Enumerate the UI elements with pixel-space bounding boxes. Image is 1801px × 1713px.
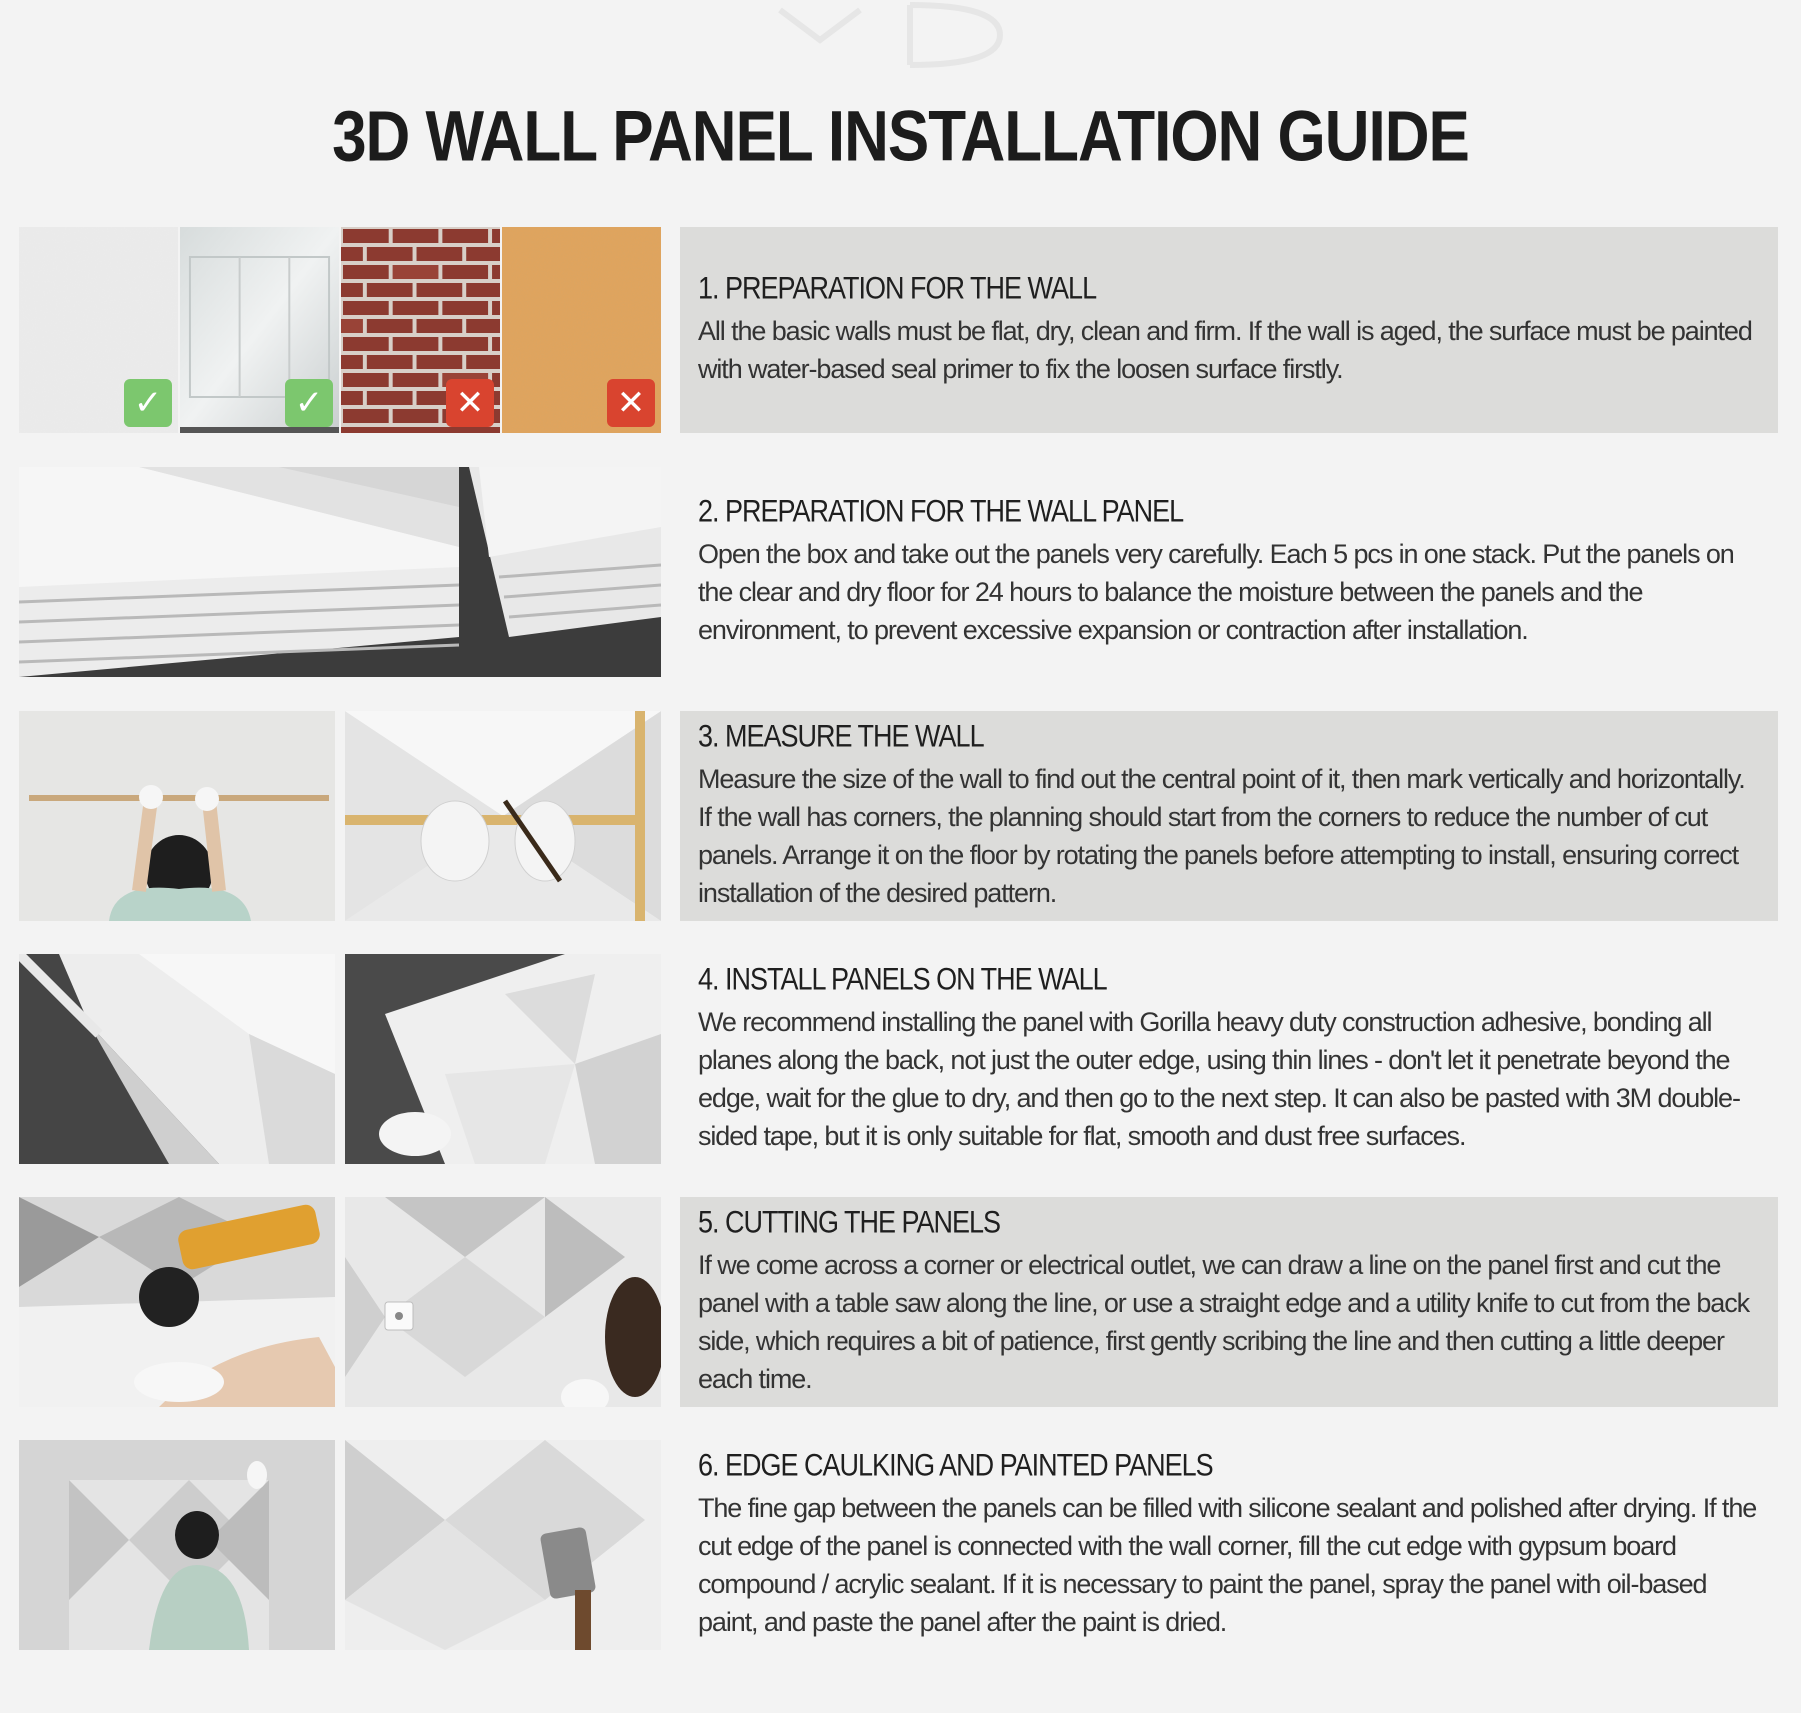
step-heading: 2. PREPARATION FOR THE WALL PANEL — [698, 493, 1184, 529]
page-title: 3D WALL PANEL INSTALLATION GUIDE — [332, 97, 1469, 177]
step-4 — [0, 954, 1801, 1164]
check-icon: ✓ — [285, 379, 333, 427]
photo-stacked-panels — [19, 467, 661, 677]
step-6-info — [680, 1440, 1778, 1650]
step-text: All the basic walls must be flat, dry, clean and firm. If the wall is aged, the surface must be painted with water-based seal primer to fix the loosen surface firstly. — [698, 316, 1752, 384]
step-heading: 5. CUTTING THE PANELS — [698, 1204, 1001, 1240]
step-6-photos — [19, 1440, 661, 1650]
step-6 — [0, 1440, 1801, 1650]
step-text: We recommend installing the panel with Gorilla heavy duty construction adhesive, bonding all planes along the back, not just the outer edge, using thin lines - don't let it penetrate beyond the edge, wait for the glue to dry, and then go to the next step. It can also be pasted with 3M double-sided tape, but it is only suitable for flat, smooth and dust free surfaces. — [698, 1007, 1740, 1151]
photo-cutting-with-saw — [19, 1197, 335, 1407]
step-1 — [0, 227, 1801, 433]
step-heading: 6. EDGE CAULKING AND PAINTED PANELS — [698, 1447, 1213, 1483]
step-2-photos — [19, 467, 661, 677]
step-4-photos — [19, 954, 661, 1164]
step-heading: 3. MEASURE THE WALL — [698, 718, 984, 754]
step-1-info — [680, 227, 1778, 433]
step-3 — [0, 711, 1801, 921]
step-2 — [0, 467, 1801, 677]
photo-pressing-panel — [345, 954, 661, 1164]
photo-glossy-glass-wall — [180, 227, 339, 433]
cross-icon: ✕ — [607, 379, 655, 427]
step-5 — [0, 1197, 1801, 1407]
step-text: The fine gap between the panels can be filled with silicone sealant and polished after drying. If the cut edge of the panel is connected with the wall corner, fill the cut edge with gypsum board compound / acrylic sealant. If it is necessary to paint the panel, spray the panel with oil-based paint, and paste the panel after the paint is dried. — [698, 1493, 1757, 1637]
watermark-logo — [760, 0, 1080, 70]
photo-marking-panel — [345, 711, 661, 921]
step-5-info — [680, 1197, 1778, 1407]
step-text: Measure the size of the wall to find out the central point of it, then mark vertically and horizontally. If the wall has corners, the planning should start from the corners to reduce the number of cut panels. Arrange it on the floor by rotating the panels before attempting to install, ensuring correct installation of the desired pattern. — [698, 764, 1745, 908]
photo-red-brick-wall — [341, 227, 500, 433]
check-icon: ✓ — [124, 379, 172, 427]
cross-icon: ✕ — [446, 379, 494, 427]
photo-measuring-wall — [19, 711, 335, 921]
photo-textured-stucco-wall — [502, 227, 661, 433]
step-4-info — [680, 954, 1778, 1164]
step-heading: 4. INSTALL PANELS ON THE WALL — [698, 961, 1107, 997]
step-5-photos — [19, 1197, 661, 1407]
photo-applying-adhesive — [19, 954, 335, 1164]
step-3-info — [680, 711, 1778, 921]
photo-installed-panels — [19, 1440, 335, 1650]
step-text: If we come across a corner or electrical outlet, we can draw a line on the panel first and cut the panel with a table saw along the line, or use a straight edge and a utility knife to cut from the back side, which requires a bit of patience, first gently scribing the line and then cutting a little deeper each time. — [698, 1250, 1749, 1394]
step-text: Open the box and take out the panels very carefully. Each 5 pcs in one stack. Put the panels on the clear and dry floor for 24 hours to balance the moisture between the panels and the environment, to prevent excessive expansion or contraction after installation. — [698, 539, 1734, 645]
step-3-photos — [19, 711, 661, 921]
step-1-photos — [19, 227, 661, 433]
step-2-info — [680, 467, 1778, 677]
step-heading: 1. PREPARATION FOR THE WALL — [698, 270, 1097, 306]
photo-smooth-white-wall — [19, 227, 178, 433]
photo-caulking-edge — [345, 1440, 661, 1650]
photo-wall-with-outlet — [345, 1197, 661, 1407]
